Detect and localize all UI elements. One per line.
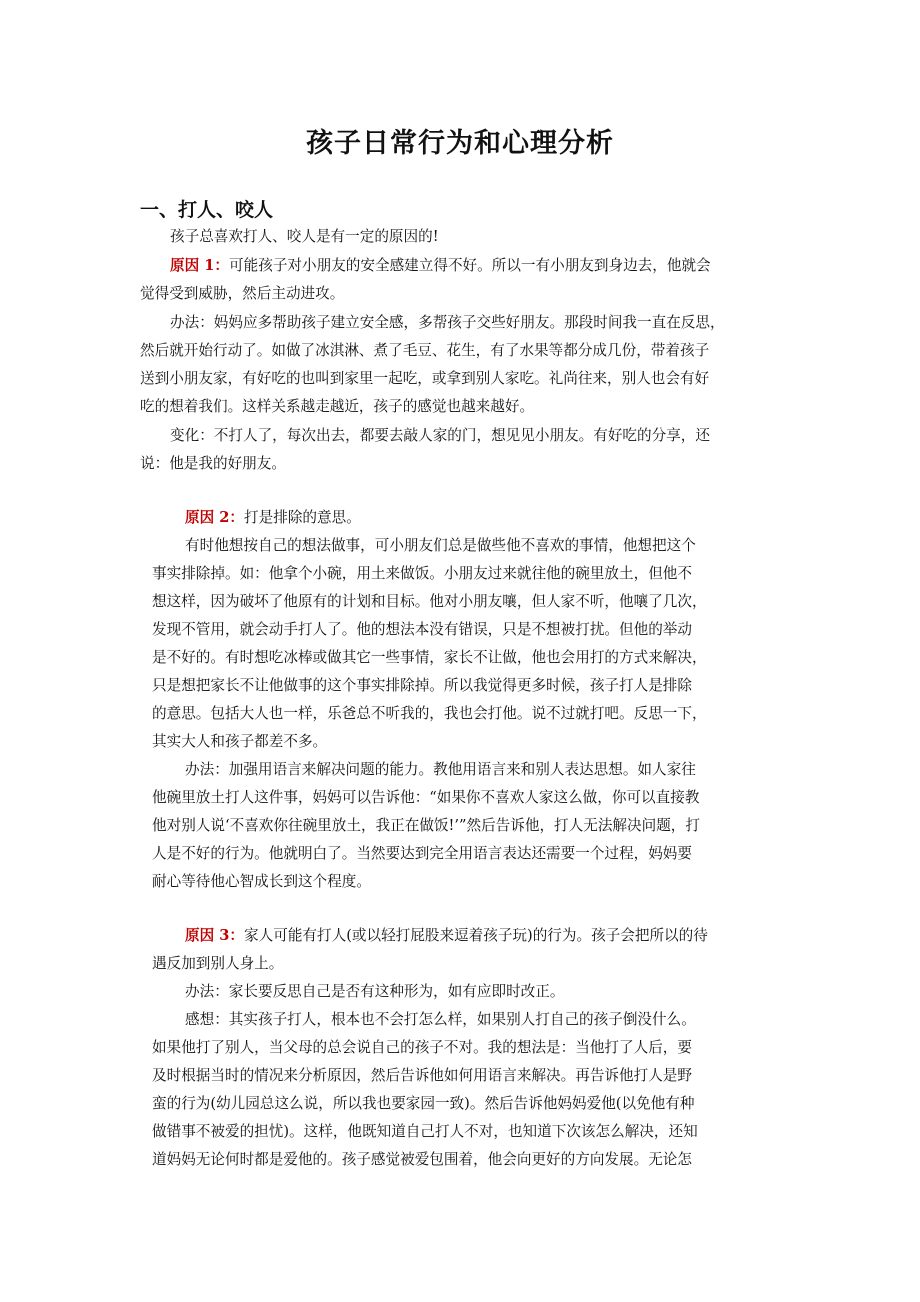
thoughts-line-3: 及时根据当时的情况来分析原因，然后告诉他如何用语言来解决。再告诉他打人是野 — [152, 1067, 692, 1084]
method-2-line-5: 耐心等待他心智成长到这个程度。 — [152, 873, 371, 890]
explain-2-line-7: 的意思。包括大人也一样，乐爸总不听我的，我也会打他。说不过就打吧。反思一下， — [152, 705, 707, 722]
cause-3-line-2: 遇反加到别人身上。 — [152, 955, 284, 972]
cause-1-text: 可能孩子对小朋友的安全感建立得不好。所以一有小朋友到身边去，他就会 — [229, 257, 711, 274]
method-1-line-2: 然后就开始行动了。如做了冰淇淋、煮了毛豆、花生，有了水果等都分成几份，带着孩子 — [140, 342, 710, 359]
cause-3-line — [185, 926, 708, 946]
cause-3-text: 家人可能有打人(或以轻打屁股来逗着孩子玩)的行为。孩子会把所以的待 — [244, 927, 708, 944]
page-title: 孩子日常行为和心理分析 — [306, 128, 614, 159]
thoughts-line-4: 蛮的行为(幼儿园总这么说，所以我也要家园一致)。然后告诉他妈妈爱他(以免他有种 — [152, 1095, 695, 1112]
method-2-line-3: 他对别人说‘不喜欢你往碗里放土，我正在做饭!’”然后告诉他，打人无法解决问题，打 — [152, 817, 700, 834]
cause-1-line — [170, 256, 711, 276]
method-2-line-4: 人是不好的行为。他就明白了。当然要达到完全用语言表达还需要一个过程，妈妈要 — [152, 845, 692, 862]
method-1-line-4: 吃的想着我们。这样关系越走越近，孩子的感觉也越来越好。 — [140, 398, 535, 415]
method-2-line-2: 他碗里放土打人这件事，妈妈可以告诉他：“如果你不喜欢人家这么做，你可以直接教 — [152, 789, 700, 806]
method-3-line: 办法：家长要反思自己是否有这种形为，如有应即时改正。 — [185, 983, 565, 1000]
method-2-line-1: 办法：加强用语言来解决问题的能力。教他用语言来和别人表达思想。如人家往 — [185, 761, 696, 778]
cause-1-label: 原因 1： — [170, 257, 230, 274]
cause-3-label: 原因 3： — [185, 927, 245, 944]
cause-1-line-2: 觉得受到威胁，然后主动进攻。 — [140, 285, 345, 302]
cause-2-label: 原因 2： — [185, 509, 245, 526]
thoughts-line-6: 道妈妈无论何时都是爱他的。孩子感觉被爱包围着，他会向更好的方向发展。无论怎 — [152, 1151, 692, 1168]
explain-2-line-6: 只是想把家长不让他做事的这个事实排除掉。所以我觉得更多时候，孩子打人是排除 — [152, 677, 692, 694]
change-1-line-2: 说：他是我的好朋友。 — [140, 455, 286, 472]
change-1-line-1: 变化：不打人了，每次出去，都要去敲人家的门，想见见小朋友。有好吃的分享，还 — [170, 427, 710, 444]
explain-2-line-5: 是不好的。有时想吃冰棒或做其它一些事情，家长不让做，他也会用打的方式来解决， — [152, 649, 707, 666]
thoughts-line-2: 如果他打了别人，当父母的总会说自己的孩子不对。我的想法是：当他打了人后，要 — [152, 1039, 692, 1056]
cause-2-text: 打是排除的意思。 — [244, 509, 361, 526]
explain-2-line-4: 发现不管用，就会动手打人了。他的想法本没有错误，只是不想被打扰。但他的举动 — [152, 621, 692, 638]
cause-2-line — [185, 508, 361, 528]
intro-text: 孩子总喜欢打人、咬人是有一定的原因的! — [170, 228, 439, 245]
explain-2-line-3: 想这样，因为破坏了他原有的计划和目标。他对小朋友嚷，但人家不听，他嚷了几次， — [152, 593, 707, 610]
explain-2-line-2: 事实排除掉。如：他拿个小碗，用土来做饭。小朋友过来就往他的碗里放土，但他不 — [152, 565, 692, 582]
method-1-line-1: 办法：妈妈应多帮助孩子建立安全感，多帮孩子交些好朋友。那段时间我一直在反思， — [170, 314, 725, 331]
section-heading: 一、打人、咬人 — [140, 199, 274, 221]
thoughts-line-5: 做错事不被爱的担忧)。这样，他既知道自己打人不对，也知道下次该怎么解决，还知 — [152, 1123, 698, 1140]
method-1-line-3: 送到小朋友家，有好吃的也叫到家里一起吃，或拿到别人家吃。礼尚往来，别人也会有好 — [140, 370, 710, 387]
thoughts-line-1: 感想：其实孩子打人，根本也不会打怎么样，如果别人打自己的孩子倒没什么。 — [185, 1011, 696, 1028]
explain-2-line-1: 有时他想按自己的想法做事，可小朋友们总是做些他不喜欢的事情，他想把这个 — [185, 537, 696, 554]
explain-2-line-8: 其实大人和孩子都差不多。 — [152, 733, 328, 750]
